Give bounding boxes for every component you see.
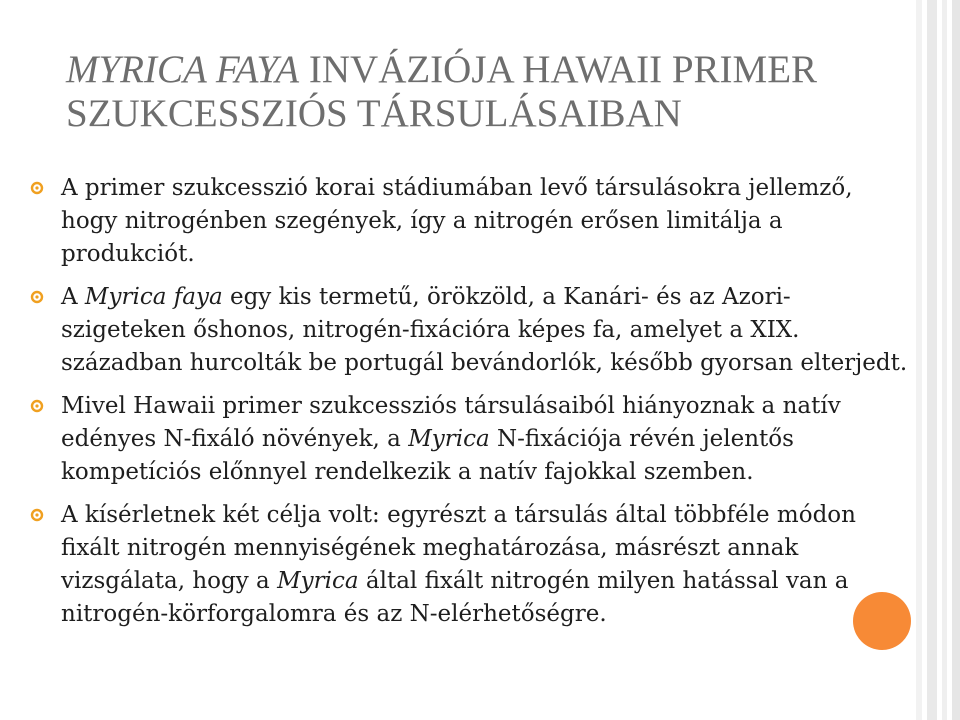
orange-circle-decoration (853, 592, 911, 650)
bullet-text-part: Mivel Hawaii primer szukcessziós társulásaiból hiányoznak a natív edényes N-fixáló növények, a (61, 393, 841, 452)
bullet-text (61, 393, 841, 485)
open-circle-bullet-icon (30, 508, 44, 522)
stripe (952, 0, 960, 720)
bullet-text-part: által fixált nitrogén milyen hatással van a nitrogén-körforgalomra és az N-elérhetőségre. (61, 568, 849, 627)
bullet-text (61, 284, 907, 376)
bullet-text: A primer szukcesszió korai stádiumában levő társulásokra jellemző, hogy nitrogénben szegények, így a nitrogén erősen limitálja a produkciót. (61, 175, 853, 267)
bullet-item (30, 499, 910, 631)
bullet-text-part: N-fixációja révén jelentős kompetíciós előnnyel rendelkezik a natív fajokkal szemben. (61, 426, 794, 485)
bullet-item (30, 172, 910, 271)
open-circle-bullet-icon (30, 399, 44, 413)
open-circle-bullet-icon (30, 290, 44, 304)
species-name-italic: Myrica (277, 568, 359, 594)
bullet-text-part: A kísérletnek két célja volt: egyrészt a társulás által többféle módon fixált nitrogén mennyiségének meghatározása, másrészt annak vizsgálata, hogy a (61, 502, 856, 594)
stripe (927, 0, 937, 720)
bullet-text (61, 502, 856, 627)
bullet-item (30, 390, 910, 489)
stripe (942, 0, 947, 720)
bullet-text-part: A (61, 284, 85, 310)
open-circle-bullet-icon (30, 181, 44, 195)
bullet-item (30, 281, 910, 380)
species-name-italic: Myrica (408, 426, 490, 452)
species-name-italic: Myrica faya (84, 284, 223, 310)
stripe (916, 0, 922, 720)
bullet-list (30, 172, 910, 641)
slide-title-rest: INVÁZIÓJA HAWAII PRIMER SZUKCESSZIÓS TÁRSULÁSAIBAN (66, 48, 818, 135)
slide-title (66, 48, 886, 136)
decorative-stripes (910, 0, 960, 720)
slide-title-italic: MYRICA FAYA (66, 48, 300, 91)
bullet-text-part: egy kis termetű, örökzöld, a Kanári- és az Azori-szigeteken őshonos, nitrogén-fixációra képes fa, amelyet a XIX. században hurcolták be portugál bevándorlók, később gyorsan elterjedt. (61, 284, 908, 376)
